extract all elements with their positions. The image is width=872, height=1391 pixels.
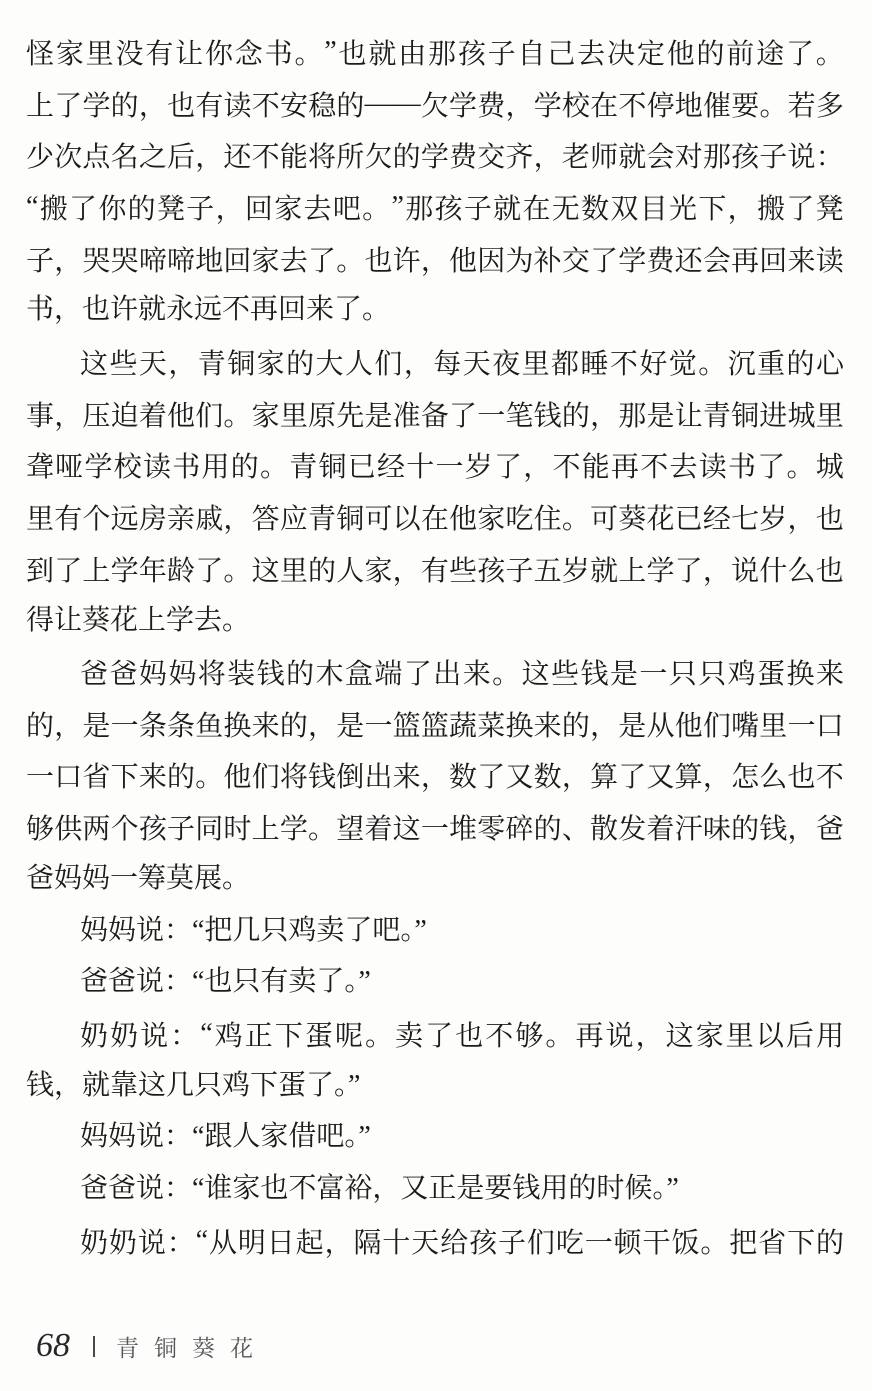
text-line: 奶 奶 说 ： “ 鸡 正 下 蛋 呢 。 卖 了 也 不 够 。 再 说 ， 这 家 里 以 后 用 bbox=[80, 1017, 844, 1052]
text-line: 奶 奶 说 ： “ 从 明 日 起 ， 隔 十 天 给 孩 子 们 吃 一 顿 干 饭 。 把 省 下 的 bbox=[80, 1224, 844, 1259]
text-line: 妈妈说：“把几只鸡卖了吧。” bbox=[80, 914, 427, 946]
text-line: 妈妈说：“跟人家借吧。” bbox=[80, 1121, 371, 1153]
footer bbox=[36, 1326, 268, 1366]
text-line: 事 ， 压 迫 着 他 们 。 家 里 原 先 是 准 备 了 一 笔 钱 的 ， 那 是 让 青 铜 进 城 里 bbox=[26, 400, 844, 432]
text-line: 一 口 省 下 来 的 。 他 们 将 钱 倒 出 来 ， 数 了 又 数 ， 算 了 又 算 ， 怎 么 也 不 bbox=[26, 762, 844, 794]
page-number: 68 bbox=[36, 1327, 70, 1364]
text-line: 到 了 上 学 年 龄 了 。 这 里 的 人 家 ， 有 些 孩 子 五 岁 就 上 学 了 ， 说 什 么 也 bbox=[26, 555, 844, 587]
text-line: 得让葵花上学去。 bbox=[26, 604, 251, 636]
text-line: 钱，就靠这几只鸡下蛋了。” bbox=[26, 1069, 361, 1101]
text-line: 爸爸说：“谁家也不富裕，又正是要钱用的时候。” bbox=[80, 1173, 679, 1205]
text-line: 的 ， 是 一 条 条 鱼 换 来 的 ， 是 一 篮 篮 蔬 菜 换 来 的 ， 是 从 他 们 嘴 里 一 口 bbox=[26, 710, 844, 742]
text-line: 爸 爸 妈 妈 将 装 钱 的 木 盒 端 了 出 来 。 这 些 钱 是 一 只 只 鸡 蛋 换 来 bbox=[80, 659, 844, 691]
text-line: 聋 哑 学 校 读 书 用 的 。 青 铜 已 经 十 一 岁 了 ， 不 能 再 不 去 读 书 了 。 城 bbox=[26, 452, 844, 484]
text-line: 书，也许就永远不再回来了。 bbox=[26, 294, 391, 326]
text-line: 这 些 天 ， 青 铜 家 的 大 人 们 ， 每 天 夜 里 都 睡 不 好 觉 。 沉 重 的 心 bbox=[80, 348, 844, 380]
text-line: “ 搬 了 你 的 凳 子 ， 回 家 去 吧 。 ” 那 孩 子 就 在 无 数 双 目 光 下 ， 搬 了 凳 bbox=[26, 190, 844, 225]
text-line: 上 了 学 的 ， 也 有 读 不 安 稳 的 —— 欠 学 费 ， 学 校 在 不 停 地 催 要 。 若 多 bbox=[26, 87, 844, 122]
book-title: 青铜葵花 bbox=[116, 1335, 268, 1361]
text-line: 够 供 两 个 孩 子 同 时 上 学 。 望 着 这 一 堆 零 碎 的 、 散 发 着 汗 味 的 钱 ， 爸 bbox=[26, 814, 844, 846]
text-line: 怪 家 里 没 有 让 你 念 书 。 ” 也 就 由 那 孩 子 自 己 去 决 定 他 的 前 途 了 。 bbox=[26, 35, 844, 70]
text-line: 子 ， 哭 哭 啼 啼 地 回 家 去 了 。 也 许 ， 他 因 为 补 交 了 学 费 还 会 再 回 来 读 bbox=[26, 245, 844, 277]
body-text bbox=[26, 26, 844, 1267]
text-line: 爸妈妈一筹莫展。 bbox=[26, 863, 251, 894]
text-line: 爸爸说：“也只有卖了。” bbox=[80, 966, 371, 998]
text-line: 少 次 点 名 之 后 ， 还 不 能 将 所 欠 的 学 费 交 齐 ， 老 师 就 会 对 那 孩 子 说 ： bbox=[26, 142, 844, 174]
text-line: 里 有 个 远 房 亲 戚 ， 答 应 青 铜 可 以 在 他 家 吃 住 。 可 葵 花 已 经 七 岁 ， 也 bbox=[26, 504, 844, 536]
vertical-bar-icon bbox=[93, 1336, 95, 1357]
